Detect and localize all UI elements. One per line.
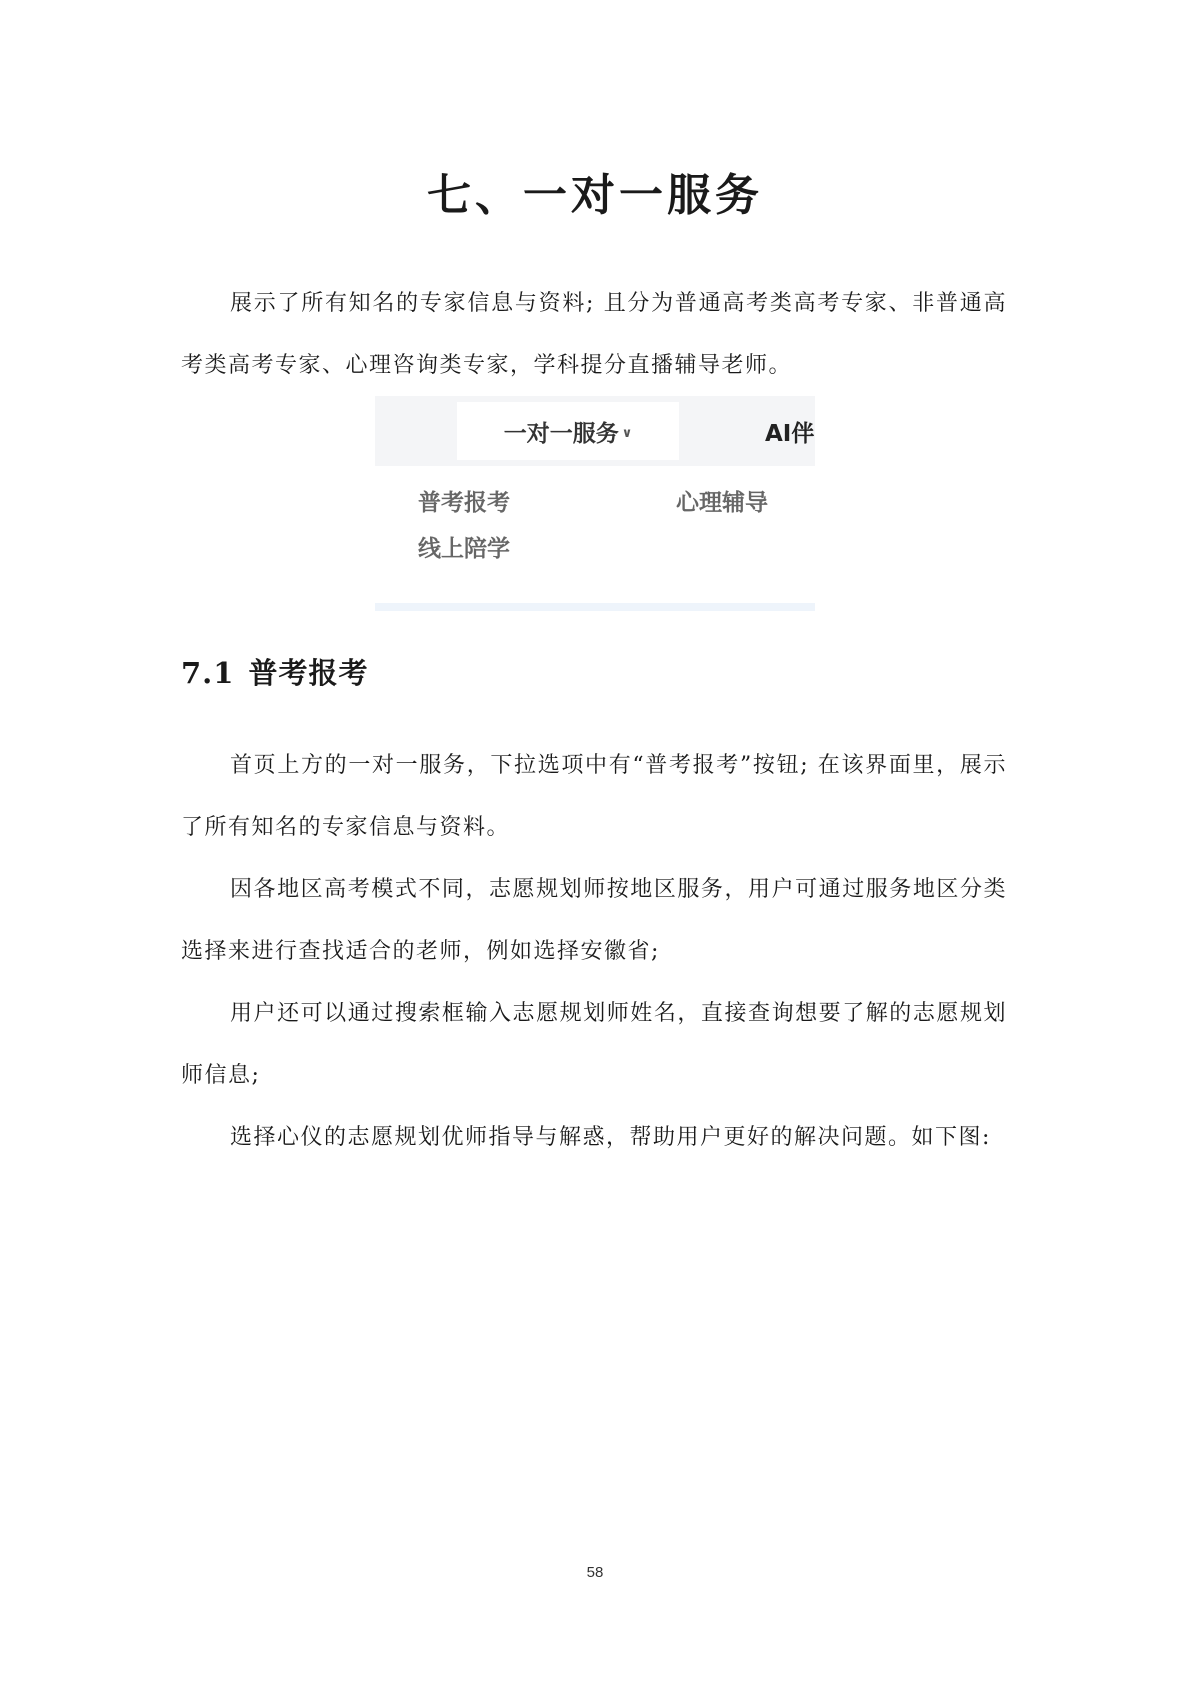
menu-item-psych-counseling[interactable]: 心理辅导 [676,490,768,516]
section-number: 7.1 [181,656,235,690]
nav-tab-label: 一对一服务 [503,420,619,447]
page-title: 七、一对一服务 [427,170,763,221]
body-paragraph: 首页上方的一对一服务，下拉选项中有“普考报考”按钮; 在该界面里，展示了所有知名的专家信息与资料。 [181,753,1007,840]
body-paragraph: 选择心仪的志愿规划优师指导与解惑，帮助用户更好的解决问题。如下图: [230,1125,991,1150]
body-paragraph: 用户还可以通过搜索框输入志愿规划师姓名，直接查询想要了解的志愿规划师信息; [181,1001,1007,1088]
menu-item-general-exam[interactable]: 普考报考 [418,490,510,516]
section-heading [181,651,368,695]
menu-item-online-study[interactable]: 线上陪学 [418,536,510,562]
page-number: 58 [586,1564,604,1581]
top-nav-bar [375,396,815,466]
section-title: 普考报考 [248,656,369,690]
intro-paragraph: 展示了所有知名的专家信息与资料; 且分为普通高考类高考专家、非普通高考类高考专家、心理咨询类专家，学科提分直播辅导老师。 [181,291,1007,378]
nav-tab-one-on-one[interactable] [457,402,679,460]
chevron-down-icon: ∨ [621,425,633,441]
nav-tab-ai[interactable]: AI伴 [765,420,815,447]
menu-bottom-border [375,603,815,611]
body-paragraph: 因各地区高考模式不同，志愿规划师按地区服务，用户可通过服务地区分类选择来进行查找适合的老师，例如选择安徽省; [181,877,1007,964]
dropdown-menu-screenshot [375,396,815,611]
